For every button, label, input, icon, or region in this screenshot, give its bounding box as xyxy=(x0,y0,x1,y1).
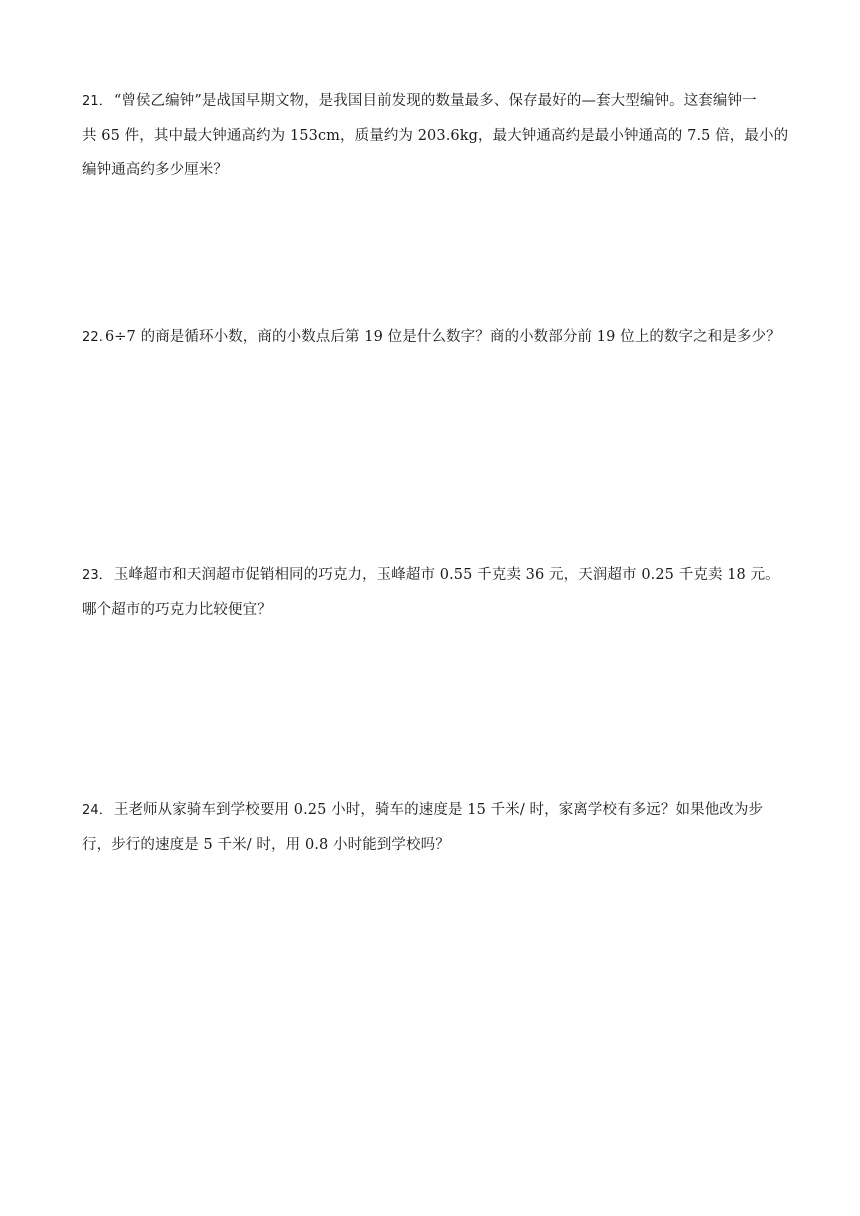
question-23-line-1 xyxy=(82,558,812,593)
question-text: 王老师从家骑车到学校要用 0.25 小时，骑车的速度是 15 千米/ 时，家离学校有多远？如果他改为步 xyxy=(113,802,764,818)
question-24-line-2: 行，步行的速度是 5 千米/ 时，用 0.8 小时能到学校吗？ xyxy=(82,837,450,853)
question-22-line-1 xyxy=(82,320,812,355)
question-24-line-1 xyxy=(82,793,812,828)
question-23-line-2: 哪个超市的巧克力比较便宜？ xyxy=(82,602,272,618)
question-21-line-2: 共 65 件，其中最大钟通高约为 153cm，质量约为 203.6kg，最大钟通高约是最小钟通高的 7.5 倍，最小的 xyxy=(82,128,789,144)
question-24 xyxy=(82,793,812,862)
question-number: 22. xyxy=(82,330,103,345)
question-22 xyxy=(82,320,812,355)
question-23 xyxy=(82,558,812,627)
question-text: “曾侯乙编钟”是战国早期文物，是我国目前发现的数量最多、保存最好的—套大型编钟。这套编钟一 xyxy=(113,93,757,109)
question-21 xyxy=(82,84,812,187)
question-21-line-3: 编钟通高约多少厘米？ xyxy=(82,162,228,178)
question-number: 23． xyxy=(82,568,112,583)
question-text: 玉峰超市和天润超市促销相同的巧克力，玉峰超市 0.55 千克卖 36 元，天润超市 0.25 千克卖 18 元。 xyxy=(113,567,780,583)
question-text: 6÷7 的商是循环小数，商的小数点后第 19 位是什么数字？商的小数部分前 19 位上的数字之和是多少？ xyxy=(104,329,781,345)
question-number: 21． xyxy=(82,94,112,109)
question-21-line-1 xyxy=(82,84,812,119)
question-number: 24． xyxy=(82,803,112,818)
